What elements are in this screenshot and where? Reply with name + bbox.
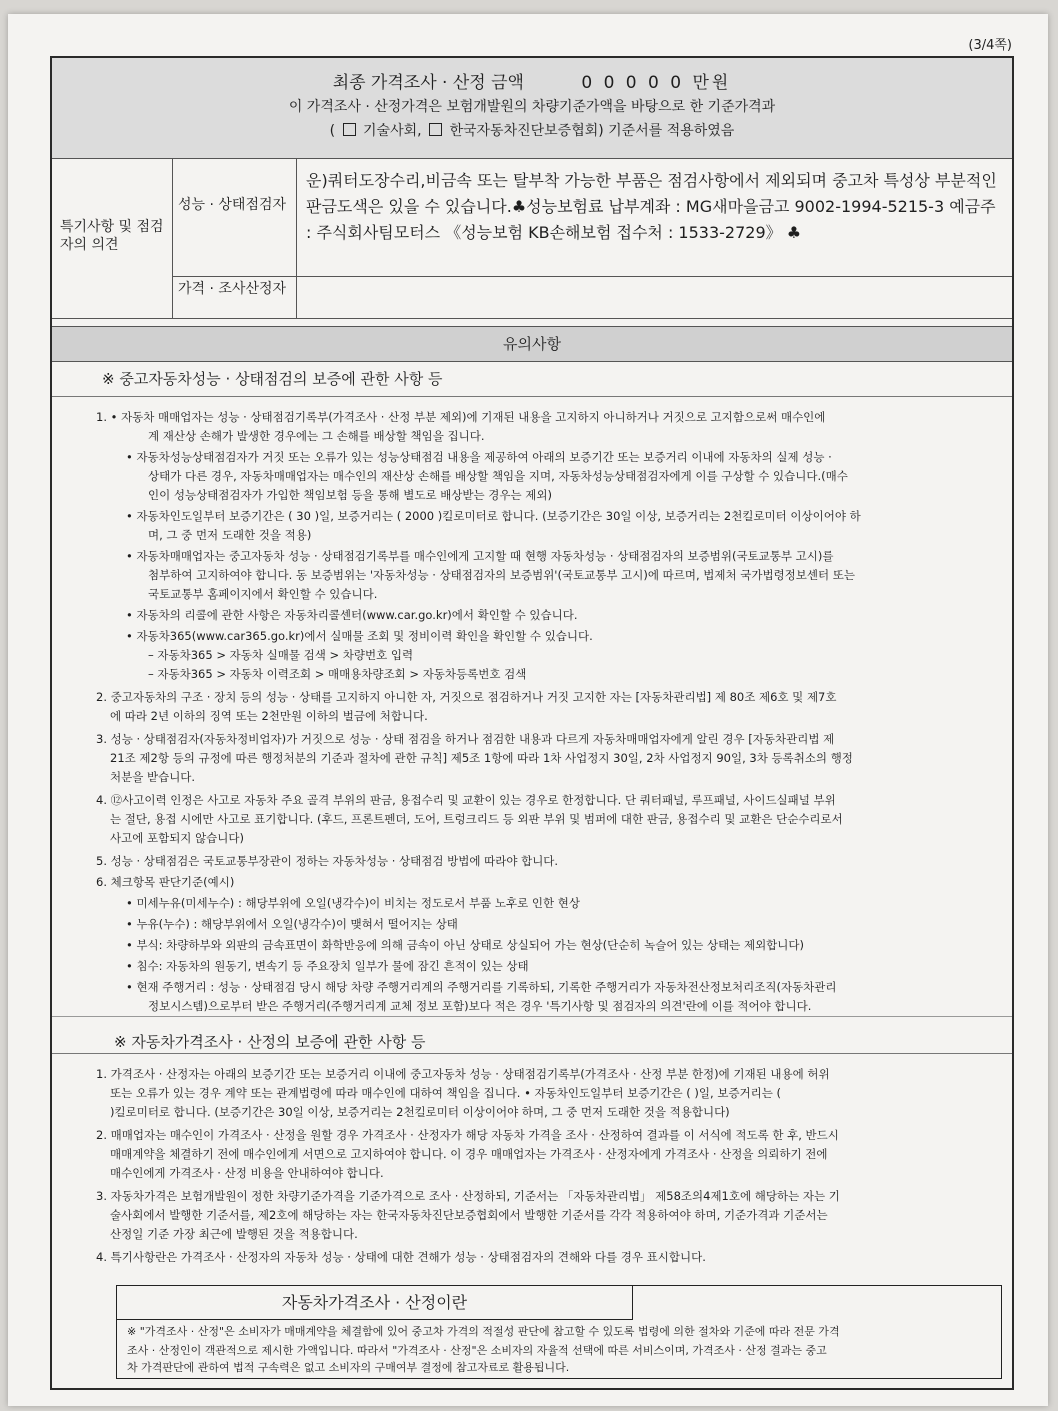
list-item: 사고에 포함되지 않습니다) [110, 831, 244, 845]
opinion-left-header [52, 158, 173, 318]
opinion-table [52, 158, 1012, 319]
list-item: 며, 그 중 먼저 도래한 것을 적용) [148, 528, 312, 542]
list-item: 에 따라 2년 이하의 징역 또는 2천만원 이하의 벌금에 처합니다. [110, 709, 428, 723]
list-item: • 누유(누수) : 해당부위에서 오일(냉각수)이 맺혀서 떨어지는 상태 [126, 917, 458, 931]
list-item: 6. 체크항목 판단기준(예시) [96, 875, 235, 889]
list-item: • 현재 주행거리 : 성능 · 상태점검 당시 해당 차량 주행거리계의 주행거리를 기록하되, 기록한 주행거리가 자동차전산정보처리조직(자동차관리 [126, 980, 837, 994]
price-basis-line1: 이 가격조사 · 산정가격은 보험개발원의 차량기준가액을 바탕으로 한 기준가격과 [288, 99, 776, 115]
row-divider [296, 276, 1012, 277]
list-item: 4. ⑫사고이력 인정은 사고로 자동차 주요 골격 부위의 판금, 용접수리 및 교환이 있는 경우로 한정합니다. 단 쿼터패널, 루프패널, 사이드실패널 부위 [96, 793, 836, 807]
definition-line: 조사 · 산정인이 객관적으로 제시한 가액입니다. 따라서 "가격조사 · 산정"은 소비자의 자율적 선택에 따른 서비스이며, 가격조사 · 산정 결과는 중고 [127, 1344, 827, 1357]
list-item: 상태가 다른 경우, 자동차매매업자는 매수인의 재산상 손해를 배상할 책임을 지며, 자동차성능상태점검자에게 이를 구상할 수 있습니다.(매수 [148, 469, 848, 483]
list-item: • 자동차의 리콜에 관한 사항은 자동차리콜센터(www.car.go.kr)에서 확인할 수 있습니다. [126, 608, 578, 622]
list-item: • 자동차인도일부터 보증기간은 ( 30 )일, 보증거리는 ( 2000 )킬로미터로 합니다. (보증기간은 30일 이상, 보증거리는 2천킬로미터 이상이어야 하 [126, 509, 861, 523]
checkbox-icon[interactable] [429, 123, 442, 136]
divider [52, 1016, 1012, 1017]
final-price-amount: 0 0 0 0 0 만원 [581, 73, 732, 93]
list-item: – 자동차365 > 자동차 실매물 검색 > 차량번호 입력 [148, 648, 414, 662]
list-item: 2. 매매업자는 매수인이 가격조사 · 산정을 원할 경우 가격조사 · 산정자가 해당 자동차 가격을 조사 · 산정하여 결과를 이 서식에 적도록 한 후, 반드시 [96, 1128, 839, 1142]
price-basis-line2 [52, 120, 1012, 140]
list-item: 는 절단, 용접 시에만 사고로 표기합니다. (후드, 프론트펜더, 도어, 트렁크리드 등 외판 부위 및 범퍼에 대한 판금, 용접수리 및 교환은 단순수리로서 [110, 812, 843, 826]
divider [52, 1053, 1012, 1054]
list-item: • 부식: 차량하부와 외판의 금속표면이 화학반응에 의해 금속이 아닌 상태로 상실되어 가는 현상(단순히 녹슬어 있는 상태는 제외합니다) [126, 938, 804, 952]
final-price-row [52, 68, 1012, 93]
list-item: 계 재산상 손해가 발생한 경우에는 그 손해를 배상할 책임을 집니다. [148, 429, 485, 443]
list-item: • 자동차365(www.car365.go.kr)에서 실매물 조회 및 정비이력 확인을 확인할 수 있습니다. [126, 629, 593, 643]
list-item: • 자동차성능상태점검자가 거짓 또는 오류가 있는 성능상태점검 내용을 제공하여 아래의 보증기간 또는 보증거리 이내에 자동차의 실제 성능 · [126, 450, 832, 464]
list-item: 3. 자동차가격은 보험개발원이 정한 차량기준가격을 기준가격으로 조사 · 산정하되, 기준서는 「자동차관리법」 제58조의4제1호에 해당하는 자는 기 [96, 1189, 840, 1203]
basis-open-paren: ( [329, 123, 336, 139]
list-item: 매수인에게 가격조사 · 산정 비용을 안내하여야 합니다. [110, 1166, 384, 1180]
price-assessor-label: 가격 · 조사산정자 [178, 281, 287, 297]
form-frame [50, 56, 1014, 1390]
list-item: 산정일 기준 가장 최근에 발행된 것을 적용합니다. [110, 1227, 358, 1241]
definition-box [116, 1285, 1002, 1379]
section2-title: ※ 자동차가격조사 · 산정의 보증에 관한 사항 등 [114, 1033, 426, 1051]
basis-option-technical-society: 기술사회, [363, 123, 422, 139]
inspector-opinion-text: 운)쿼터도장수리,비금속 또는 탈부착 가능한 부품은 점검사항에서 제외되며 중고차 특성상 부분적인 판금도색은 있을 수 있습니다.♣성능보험료 납부계좌 : MG새마을금고 9002-1994-5215-3 예금주 : 주식회사팀모터스 《성능보험 KB손해보험 접수처 : 1533-2729》 ♣ [306, 171, 997, 242]
list-item: 21조 제2항 등의 규정에 따른 행정처분의 기준과 절차에 관한 규칙] 제5조 1항에 따라 1차 사업정지 30일, 2차 사업정지 90일, 3차 등록취소의 행정 [110, 751, 853, 765]
list-item: 첨부하여 고지하여야 합니다. 동 보증범위는 '자동차성능 · 상태점검자의 보증범위'(국토교통부 고시)에 따르며, 법제처 국가법령정보센터 또는 [148, 568, 855, 582]
section1-title: ※ 중고자동차성능 · 상태점검의 보증에 관한 사항 등 [102, 370, 443, 388]
list-item: – 자동차365 > 자동차 이력조회 > 매매용차량조회 > 자동차등록번호 검색 [148, 667, 527, 681]
list-item: 매매계약을 체결하기 전에 매수인에게 서면으로 고지하여야 합니다. 이 경우 매매업자는 가격조사 · 산정자에게 가격조사 · 산정을 의뢰하기 전에 [110, 1147, 828, 1161]
definition-line: 차 가격판단에 관하여 법적 구속력은 없고 소비자의 구매여부 결정에 참고자료로 활용됩니다. [127, 1361, 570, 1374]
page-number: (3/4쪽) [968, 38, 1012, 53]
list-item: 정보시스템)으로부터 받은 주행거리(주행거리계 교체 정보 포함)보다 적은 경우 '특기사항 및 점검자의 의견'란에 이를 적어야 합니다. [148, 999, 812, 1013]
document-page [8, 14, 1048, 1406]
notes-title: 유의사항 [52, 326, 1012, 362]
list-item: 처분을 받습니다. [110, 770, 196, 784]
list-item: 5. 성능 · 상태점검은 국토교통부장관이 정하는 자동차성능 · 상태점검 방법에 따라야 합니다. [96, 854, 559, 868]
definition-line: ※ "가격조사 · 산정"은 소비자가 매매계약을 체결함에 있어 중고차 가격의 적절성 판단에 참고할 수 있도록 법령에 의한 절차와 기준에 따라 전문 가격 [127, 1325, 840, 1338]
final-price-label: 최종 가격조사 · 산정 금액 [332, 73, 524, 93]
list-item: 또는 오류가 있는 경우 계약 또는 관계법령에 따라 매수인에 대하여 책임을 집니다. • 자동차인도일부터 보증기간은 ( )일, 보증거리는 ( [110, 1086, 782, 1100]
list-item: • 미세누유(미세누수) : 해당부위에 오일(냉각수)이 비치는 정도로서 부품 노후로 인한 현상 [126, 896, 580, 910]
inspector-cell [172, 158, 297, 277]
final-price-section [52, 58, 1012, 159]
list-item: 술사회에서 발행한 기준서를, 제2호에 해당하는 자는 한국자동차진단보증협회에서 발행한 기준서를 각각 적용하여야 하며, 기준가격과 기준서는 [110, 1208, 828, 1222]
list-item: • 침수: 자동차의 원동기, 변속기 등 주요장치 일부가 물에 잠긴 흔적이 있는 상태 [126, 959, 529, 973]
list-item: 국토교통부 홈페이지에서 확인할 수 있습니다. [148, 587, 378, 601]
list-item: • 자동차매매업자는 중고자동차 성능 · 상태점검기록부를 매수인에게 고지할 때 현행 자동차성능 · 상태점검자의 보증범위(국토교통부 고시)를 [126, 549, 834, 563]
list-item: 1. 가격조사 · 산정자는 아래의 보증기간 또는 보증거리 이내에 중고자동차 성능 · 상태점검기록부(가격조사 · 산정 부분 한정)에 기재된 내용에 허위 [96, 1067, 830, 1081]
list-item: )킬로미터로 합니다. (보증기간은 30일 이상, 보증거리는 2천킬로미터 이상이어야 하며, 그 중 먼저 도래한 것을 적용합니다) [110, 1105, 730, 1119]
checkbox-icon[interactable] [343, 123, 356, 136]
list-item: 인이 성능상태점검자가 가입한 책임보험 등을 통해 별도로 배상받는 경우는 제외) [148, 488, 552, 502]
divider [52, 396, 1012, 397]
inspector-label: 성능 · 상태점검자 [178, 197, 287, 213]
list-item: 1. • 자동차 매매업자는 성능 · 상태점검기록부(가격조사 · 산정 부분 제외)에 기재된 내용을 고지하지 아니하거나 거짓으로 고지함으로써 매수인에 [96, 410, 826, 424]
opinion-left-label: 특기사항 및 점검자의 의견 [60, 219, 164, 253]
list-item: 4. 특기사항란은 가격조사 · 산정자의 자동차 성능 · 상태에 대한 견해가 성능 · 상태점검자의 견해와 다를 경우 표시합니다. [96, 1250, 706, 1264]
list-item: 2. 중고자동차의 구조 · 장치 등의 성능 · 상태를 고지하지 아니한 자, 거짓으로 점검하거나 거짓 고지한 자는 [자동차관리법] 제 80조 제6호 및 제7호 [96, 690, 837, 704]
list-item: 3. 성능 · 상태점검자(자동차정비업자)가 거짓으로 성능 · 상태 점검을 하거나 점검한 내용과 다르게 자동차매매업자에게 알린 경우 [자동차관리법 제 [96, 732, 835, 746]
basis-option-association: 한국자동차진단보증협회) 기준서를 적용하였음 [449, 123, 735, 139]
definition-title: 자동차가격조사 · 산정이란 [117, 1286, 633, 1320]
price-assessor-cell [172, 276, 297, 318]
